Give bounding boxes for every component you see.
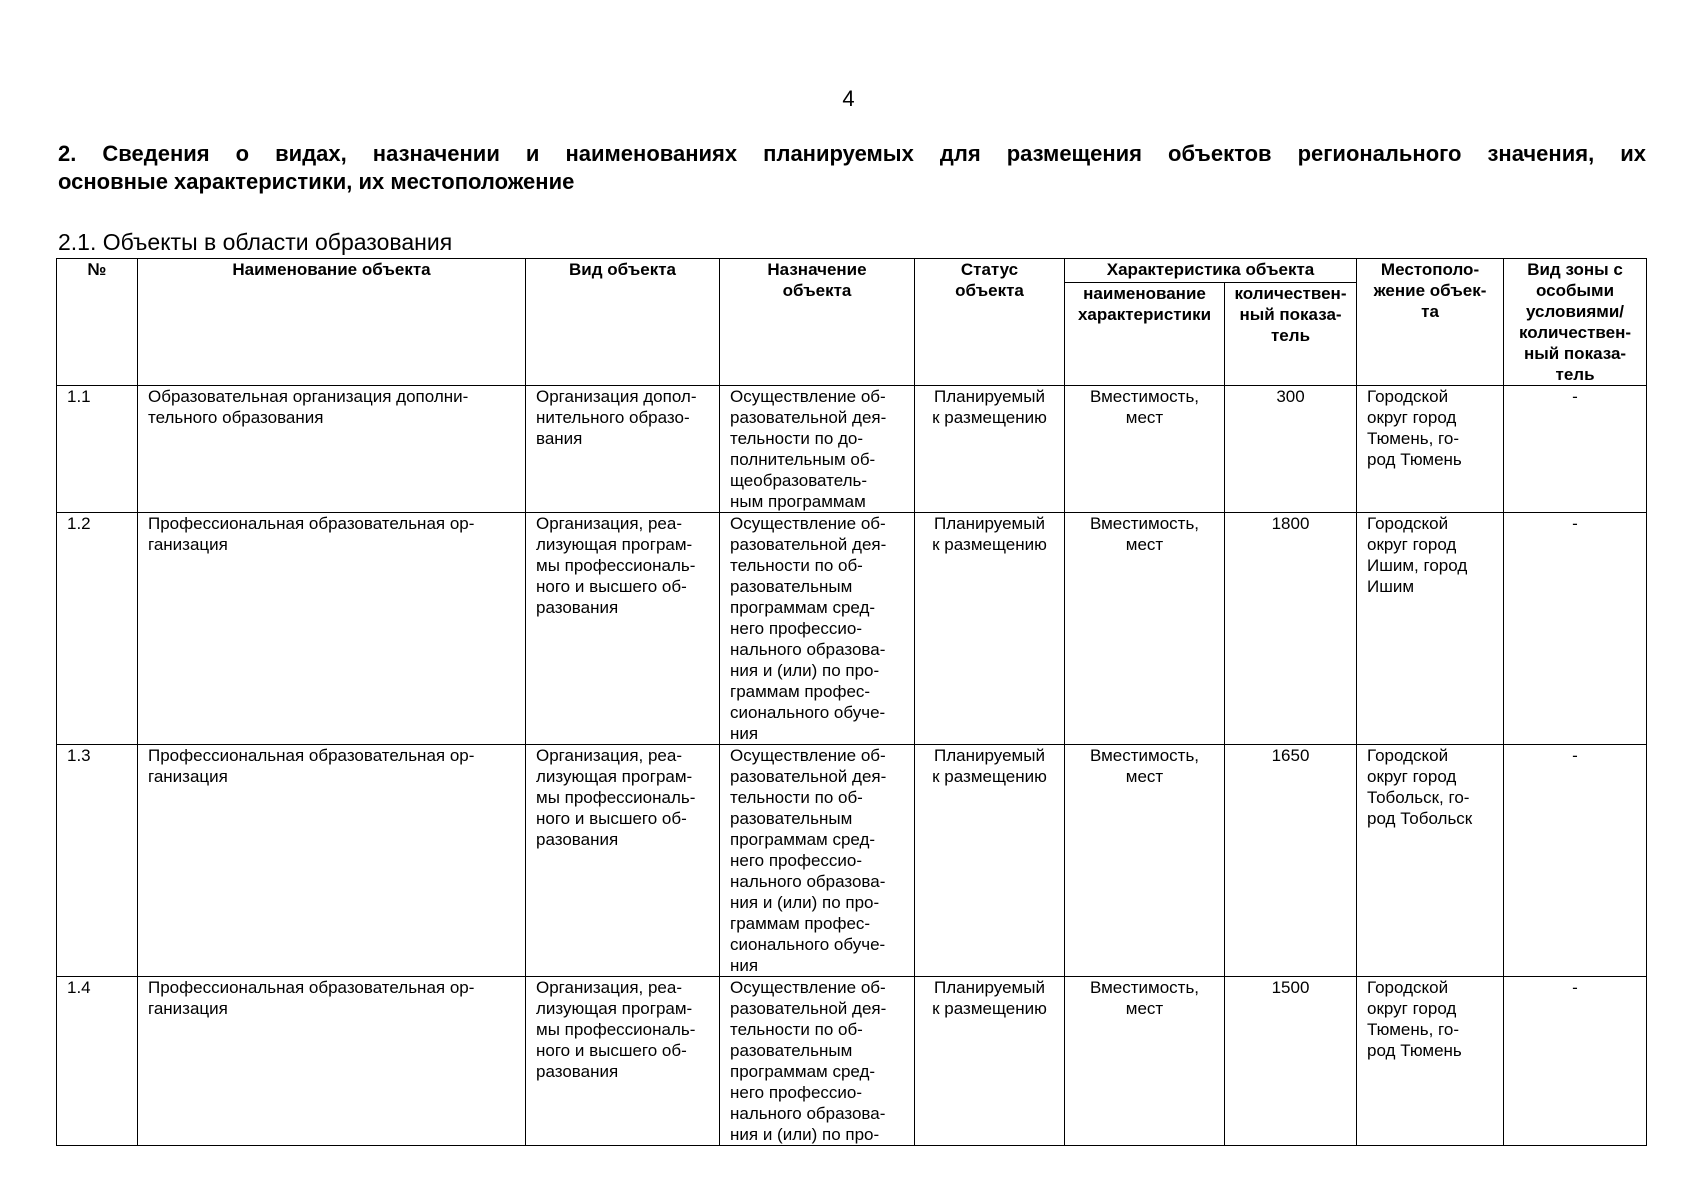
header-name: Наименование объекта [138, 259, 526, 386]
header-purpose: Назначение объекта [720, 259, 915, 386]
cell-status: Планируемый к размещению [915, 745, 1065, 977]
header-characteristic: Характеристика объекта [1065, 259, 1357, 283]
cell-num: 1.3 [57, 745, 138, 977]
cell-purpose: Осуществление об- разовательной дея- тельности по до- полнительным об- щеобразователь- ным программам [720, 386, 915, 513]
table-row [57, 386, 1647, 513]
cell-name: Профессиональная образовательная ор- ганизация [138, 977, 526, 1146]
cell-status: Планируемый к размещению [915, 386, 1065, 513]
cell-name: Образовательная организация дополни- тельного образования [138, 386, 526, 513]
cell-num: 1.1 [57, 386, 138, 513]
cell-location: Городской округ город Тюмень, го- род Тюмень [1357, 977, 1504, 1146]
cell-num: 1.4 [57, 977, 138, 1146]
table-header-row [57, 259, 1647, 283]
section-title-line-2: основные характеристики, их местоположение [58, 169, 575, 194]
header-type: Вид объекта [526, 259, 720, 386]
cell-type: Организация, реа- лизующая програм- мы профессиональ- ного и высшего об- разования [526, 513, 720, 745]
cell-purpose: Осуществление об- разовательной дея- тельности по об- разовательным программам сред- него профессио- нального образова- ния и (или) по про- [720, 977, 915, 1146]
header-status: Статус объекта [915, 259, 1065, 386]
objects-table [56, 258, 1647, 1146]
table-row [57, 977, 1647, 1146]
cell-num: 1.2 [57, 513, 138, 745]
cell-zone: - [1504, 386, 1647, 513]
cell-type: Организация, реа- лизующая програм- мы профессиональ- ного и высшего об- разования [526, 977, 720, 1146]
page-number: 4 [842, 86, 855, 111]
cell-type: Организация допол- нительного образо- вания [526, 386, 720, 513]
subsection-title: 2.1. Объекты в области образования [58, 229, 453, 255]
cell-char-value: 1800 [1225, 513, 1357, 745]
cell-char-name: Вместимость, мест [1065, 513, 1225, 745]
section-title [58, 140, 1646, 196]
cell-char-value: 1650 [1225, 745, 1357, 977]
cell-type: Организация, реа- лизующая програм- мы профессиональ- ного и высшего об- разования [526, 745, 720, 977]
cell-location: Городской округ город Тюмень, го- род Тюмень [1357, 386, 1504, 513]
cell-zone: - [1504, 745, 1647, 977]
cell-zone: - [1504, 513, 1647, 745]
cell-location: Городской округ город Тобольск, го- род Тобольск [1357, 745, 1504, 977]
cell-char-name: Вместимость, мест [1065, 977, 1225, 1146]
cell-char-name: Вместимость, мест [1065, 386, 1225, 513]
header-num: № [57, 259, 138, 386]
cell-char-value: 1500 [1225, 977, 1357, 1146]
cell-zone: - [1504, 977, 1647, 1146]
cell-status: Планируемый к размещению [915, 977, 1065, 1146]
cell-name: Профессиональная образовательная ор- ганизация [138, 513, 526, 745]
cell-status: Планируемый к размещению [915, 513, 1065, 745]
header-zone: Вид зоны с особыми условиями/ количествен- ный показа- тель [1504, 259, 1647, 386]
table-row [57, 745, 1647, 977]
cell-purpose: Осуществление об- разовательной дея- тельности по об- разовательным программам сред- него профессио- нального образова- ния и (или) по про- граммам профес- сионального обуче- ния [720, 745, 915, 977]
cell-name: Профессиональная образовательная ор- ганизация [138, 745, 526, 977]
table-row [57, 513, 1647, 745]
cell-char-name: Вместимость, мест [1065, 745, 1225, 977]
header-char-value: количествен- ный показа- тель [1225, 283, 1357, 386]
section-title-line-1: 2. Сведения о видах, назначении и наименованиях планируемых для размещения объектов регионального значения, их [58, 141, 1646, 166]
cell-purpose: Осуществление об- разовательной дея- тельности по об- разовательным программам сред- него профессио- нального образова- ния и (или) по про- граммам профес- сионального обуче- ния [720, 513, 915, 745]
header-location: Местополо- жение объек- та [1357, 259, 1504, 386]
cell-location: Городской округ город Ишим, город Ишим [1357, 513, 1504, 745]
header-char-name: наименование характеристики [1065, 283, 1225, 386]
cell-char-value: 300 [1225, 386, 1357, 513]
